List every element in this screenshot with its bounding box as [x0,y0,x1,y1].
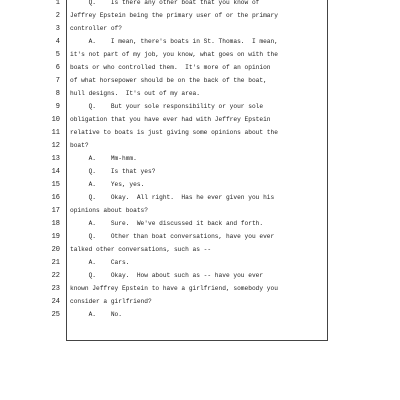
transcript-line: consider a girlfriend? [70,298,152,305]
line-number: 18 [51,220,60,228]
line-number: 11 [51,129,60,137]
line-number-column [0,0,64,400]
transcript-body [70,0,326,340]
line-number: 9 [55,103,60,111]
transcript-line: relative to boats is just giving some opinions about the [70,129,278,136]
line-number: 13 [51,155,60,163]
transcript-line: A. Sure. We've discussed it back and forth. [70,220,264,227]
line-number: 15 [51,181,60,189]
transcript-line: Q. But your sole responsibility or your sole [70,103,264,110]
transcript-line: Q. Okay. All right. Has he ever given you his [70,194,275,201]
transcript-line: A. Cars. [70,259,130,266]
transcript-line: talked other conversations, such as -- [70,246,212,253]
transcript-line: Q. Is there any other boat that you know of [70,0,260,6]
transcript-line: of what horsepower should be on the back of the boat, [70,77,267,84]
line-number: 8 [55,90,60,98]
transcript-line: A. Yes, yes. [70,181,145,188]
line-number: 1 [55,0,60,7]
line-number: 4 [55,38,60,46]
transcript-line: Jeffrey Epstein being the primary user of or the primary [70,12,278,19]
transcript-line: boat? [70,142,89,149]
line-number: 20 [51,246,60,254]
line-number: 22 [51,272,60,280]
transcript-line: A. I mean, there's boats in St. Thomas. I mean, [70,38,278,45]
transcript-line: Q. Other than boat conversations, have you ever [70,233,275,240]
line-number: 17 [51,207,60,215]
transcript-line: controller of? [70,25,122,32]
transcript-line: A. Mm-hmm. [70,155,137,162]
transcript-line: A. No. [70,311,122,318]
transcript-line: hull designs. It's out of my area. [70,90,200,97]
line-number: 6 [55,64,60,72]
line-number: 23 [51,285,60,293]
transcript-line: Q. Okay. How about such as -- have you ever [70,272,264,279]
line-number: 5 [55,51,60,59]
transcript-line: opinions about boats? [70,207,148,214]
line-number: 14 [51,168,60,176]
line-number: 7 [55,77,60,85]
transcript-line: known Jeffrey Epstein to have a girlfriend, somebody you [70,285,278,292]
line-number: 24 [51,298,60,306]
line-number: 19 [51,233,60,241]
transcript-line: obligation that you have ever had with Jeffrey Epstein [70,116,271,123]
line-number: 21 [51,259,60,267]
line-number: 12 [51,142,60,150]
transcript-line: boats or who controlled them. It's more of an opinion [70,64,271,71]
transcript-line: it's not part of my job, you know, what goes on with the [70,51,278,58]
line-number: 3 [55,25,60,33]
line-number: 25 [51,311,60,319]
line-number: 2 [55,12,60,20]
line-number: 10 [51,116,60,124]
transcript-line: Q. Is that yes? [70,168,156,175]
line-number: 16 [51,194,60,202]
